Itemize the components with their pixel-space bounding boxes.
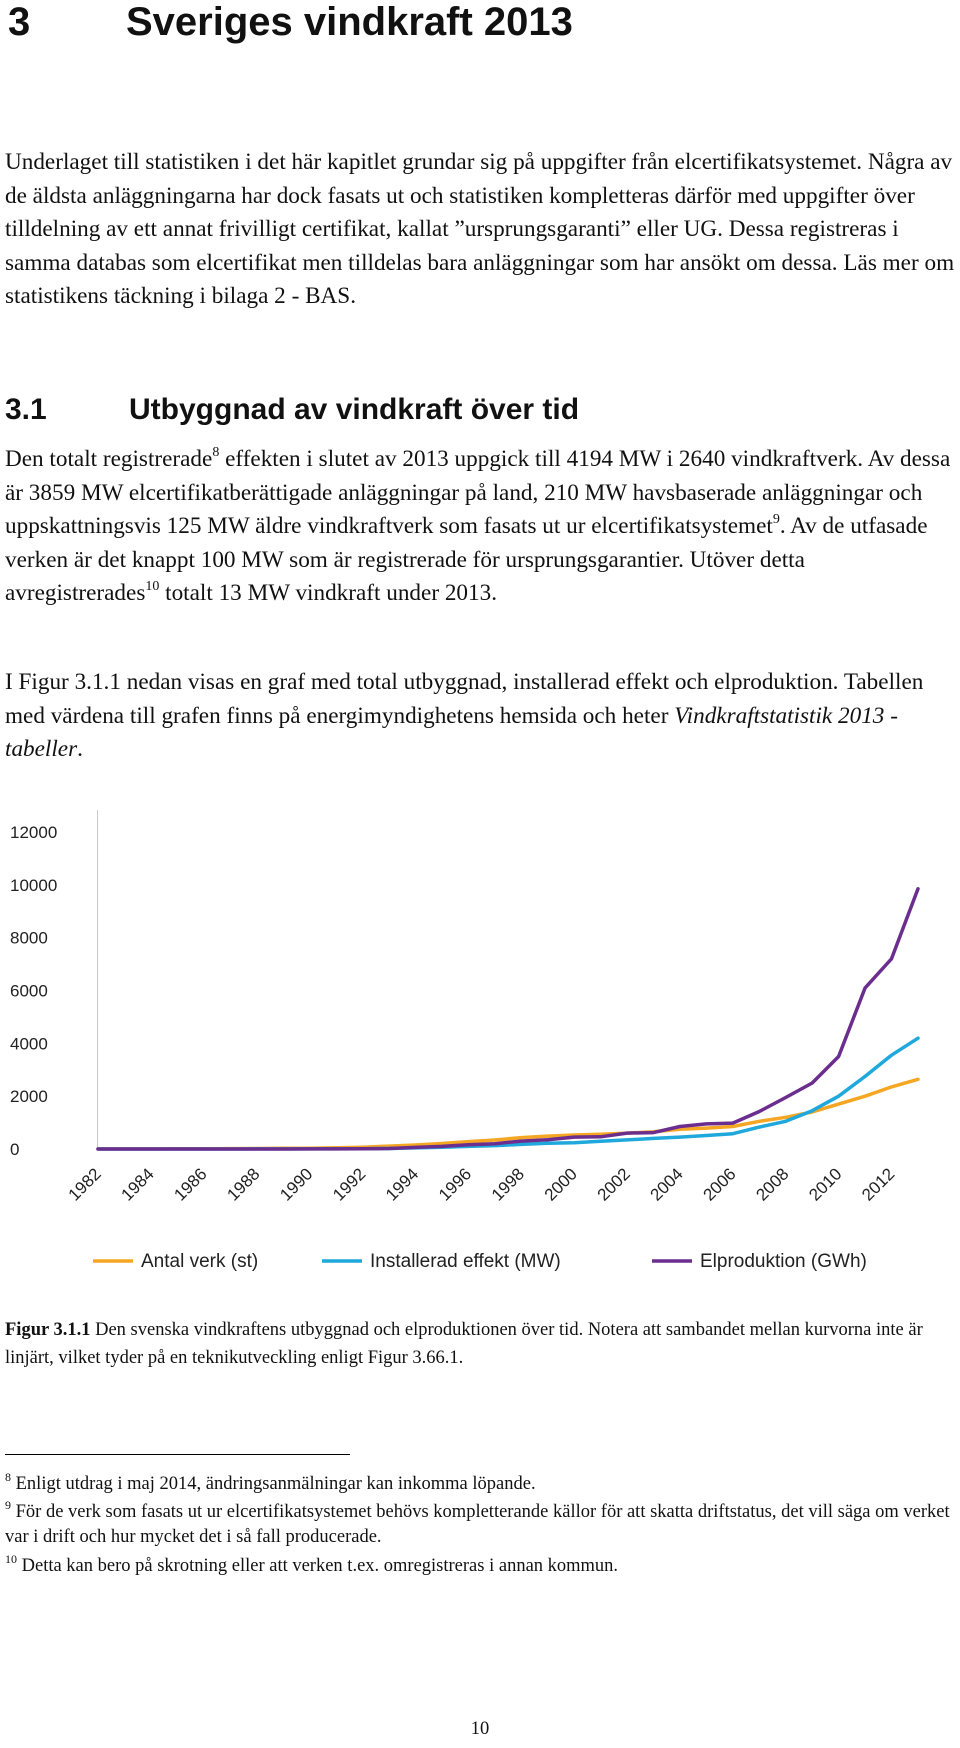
- footnote-ref-9[interactable]: 9: [772, 512, 780, 527]
- footnote-ref-10[interactable]: 10: [145, 579, 160, 594]
- caption-label: Figur 3.1.1: [5, 1320, 91, 1340]
- chapter-title: Sveriges vindkraft 2013: [126, 0, 573, 44]
- section-title: Utbyggnad av vindkraft över tid: [129, 393, 580, 426]
- x-tick-label: 1984: [117, 1164, 158, 1205]
- footnote-text: Enligt utdrag i maj 2014, ändringsanmälningar kan inkomma löpande.: [11, 1474, 536, 1494]
- intro-paragraph: Underlaget till statistiken i det här kapitlet grundar sig på uppgifter från elcertifikatsystemet. Några av de äldsta anläggningarna har dock fasats ut och statistiken kompletteras därför med uppgifter över tilldelning av ett annat frivilligt certifikat, kallat ”ursprungsgaranti” eller UG. Dessa registreras i samma databas som elcertifikat men tilldelas bara anläggningar som har ansökt om dessa. Läs mer om statistikens täckning i bilaga 2 - BAS.: [5, 149, 955, 309]
- x-tick-label: 1998: [487, 1164, 529, 1205]
- legend-label: Installerad effekt (MW): [370, 1251, 561, 1272]
- x-tick-label: 1992: [329, 1164, 370, 1205]
- footnote-ref-8[interactable]: 8: [212, 445, 220, 460]
- x-tick-label: 1994: [382, 1164, 423, 1205]
- para2-text-4: totalt 13 MW vindkraft under 2013.: [159, 580, 498, 606]
- wind-power-line-chart: [0, 795, 960, 1295]
- x-tick-label: 2006: [699, 1164, 740, 1205]
- series-line-3: [98, 889, 918, 1149]
- y-tick-label: 12000: [10, 823, 58, 842]
- footnote-number: 10: [5, 1552, 17, 1566]
- y-tick-label: 8000: [10, 928, 48, 948]
- capacity-paragraph: [5, 443, 955, 611]
- para3-text-2: .: [77, 736, 83, 762]
- y-tick-label: 2000: [10, 1087, 48, 1107]
- x-tick-label: 1988: [223, 1164, 264, 1205]
- page-number: 10: [470, 1719, 490, 1739]
- chapter-number: 3: [8, 0, 31, 44]
- chart-legend: [93, 1251, 867, 1272]
- legend-label: Antal verk (st): [141, 1251, 259, 1272]
- x-tick-labels: [65, 1164, 899, 1204]
- x-tick-label: 2004: [646, 1164, 687, 1205]
- x-tick-label: 1990: [276, 1164, 317, 1205]
- x-tick-label: 2002: [593, 1164, 634, 1205]
- para3-text-1: I Figur 3.1.1 nedan visas en graf med total utbyggnad, installerad effekt och elproduktion. Tabellen med värdena till grafen finns på energimyndighetens hemsida och heter: [5, 669, 924, 729]
- y-tick-label: 6000: [10, 981, 48, 1001]
- footnote-text: För de verk som fasats ut ur elcertifikatsystemet behövs kompletterande källor för att skatta driftstatus, det vill säga om verket var i drift och hur mycket det i så fall producerade.: [5, 1502, 950, 1547]
- y-tick-label: 10000: [10, 875, 58, 895]
- footnote-text: Detta kan bero på skrotning eller att verken t.ex. omregistreras i annan kommun.: [17, 1556, 619, 1576]
- para2-text-2: effekten i slutet av 2013 uppgick till 4194 MW i 2640 vindkraftverk. Av dessa är 3859 MW elcertifikatberättigade anläggningar på land, 210 MW havsbaserade anläggningar och uppskattningsvis 125 MW äldre vindkraftverk som fasats ut ur elcertifikatsystemet: [5, 446, 951, 539]
- para2-text-1: Den totalt registrerade: [5, 446, 213, 472]
- figure-caption: [5, 1316, 955, 1372]
- x-tick-label: 2000: [540, 1164, 581, 1205]
- x-tick-label: 1982: [64, 1164, 105, 1205]
- section-number: 3.1: [5, 393, 47, 426]
- legend-label: Elproduktion (GWh): [700, 1251, 867, 1272]
- table-name: Vindkraftstatistik 2013 - tabeller: [5, 702, 898, 762]
- caption-text: Den svenska vindkraftens utbyggnad och elproduktionen över tid. Notera att sambandet mellan kurvorna inte är linjärt, vilket tyder på en teknikutveckling enligt Figur 3.66.1.: [5, 1320, 923, 1368]
- footnote-8: [5, 1472, 955, 1497]
- x-tick-label: 2008: [752, 1164, 793, 1205]
- series-line-1: [98, 1079, 918, 1149]
- y-tick-labels: [10, 823, 57, 1159]
- footnote-10: [5, 1554, 955, 1579]
- x-tick-label: 1986: [170, 1164, 211, 1205]
- section-heading: [5, 392, 579, 428]
- x-tick-label: 1996: [434, 1164, 476, 1205]
- figure-reference-paragraph: [5, 666, 955, 767]
- footnote-divider: [5, 1454, 350, 1455]
- series-lines: [98, 889, 918, 1149]
- footnote-9: [5, 1500, 955, 1550]
- x-tick-label: 2010: [805, 1164, 846, 1205]
- chapter-heading: [8, 0, 573, 46]
- footnote-number: 9: [5, 1498, 11, 1512]
- x-tick-label: 2012: [858, 1164, 899, 1205]
- y-tick-label: 0: [10, 1140, 20, 1159]
- para2-text-3: . Av de utfasade verken är det knappt 100 MW som är registrerade för ursprungsgarantier. Utöver detta avregistrerades: [5, 513, 928, 606]
- footnote-number: 8: [5, 1470, 11, 1484]
- y-tick-label: 4000: [10, 1034, 48, 1054]
